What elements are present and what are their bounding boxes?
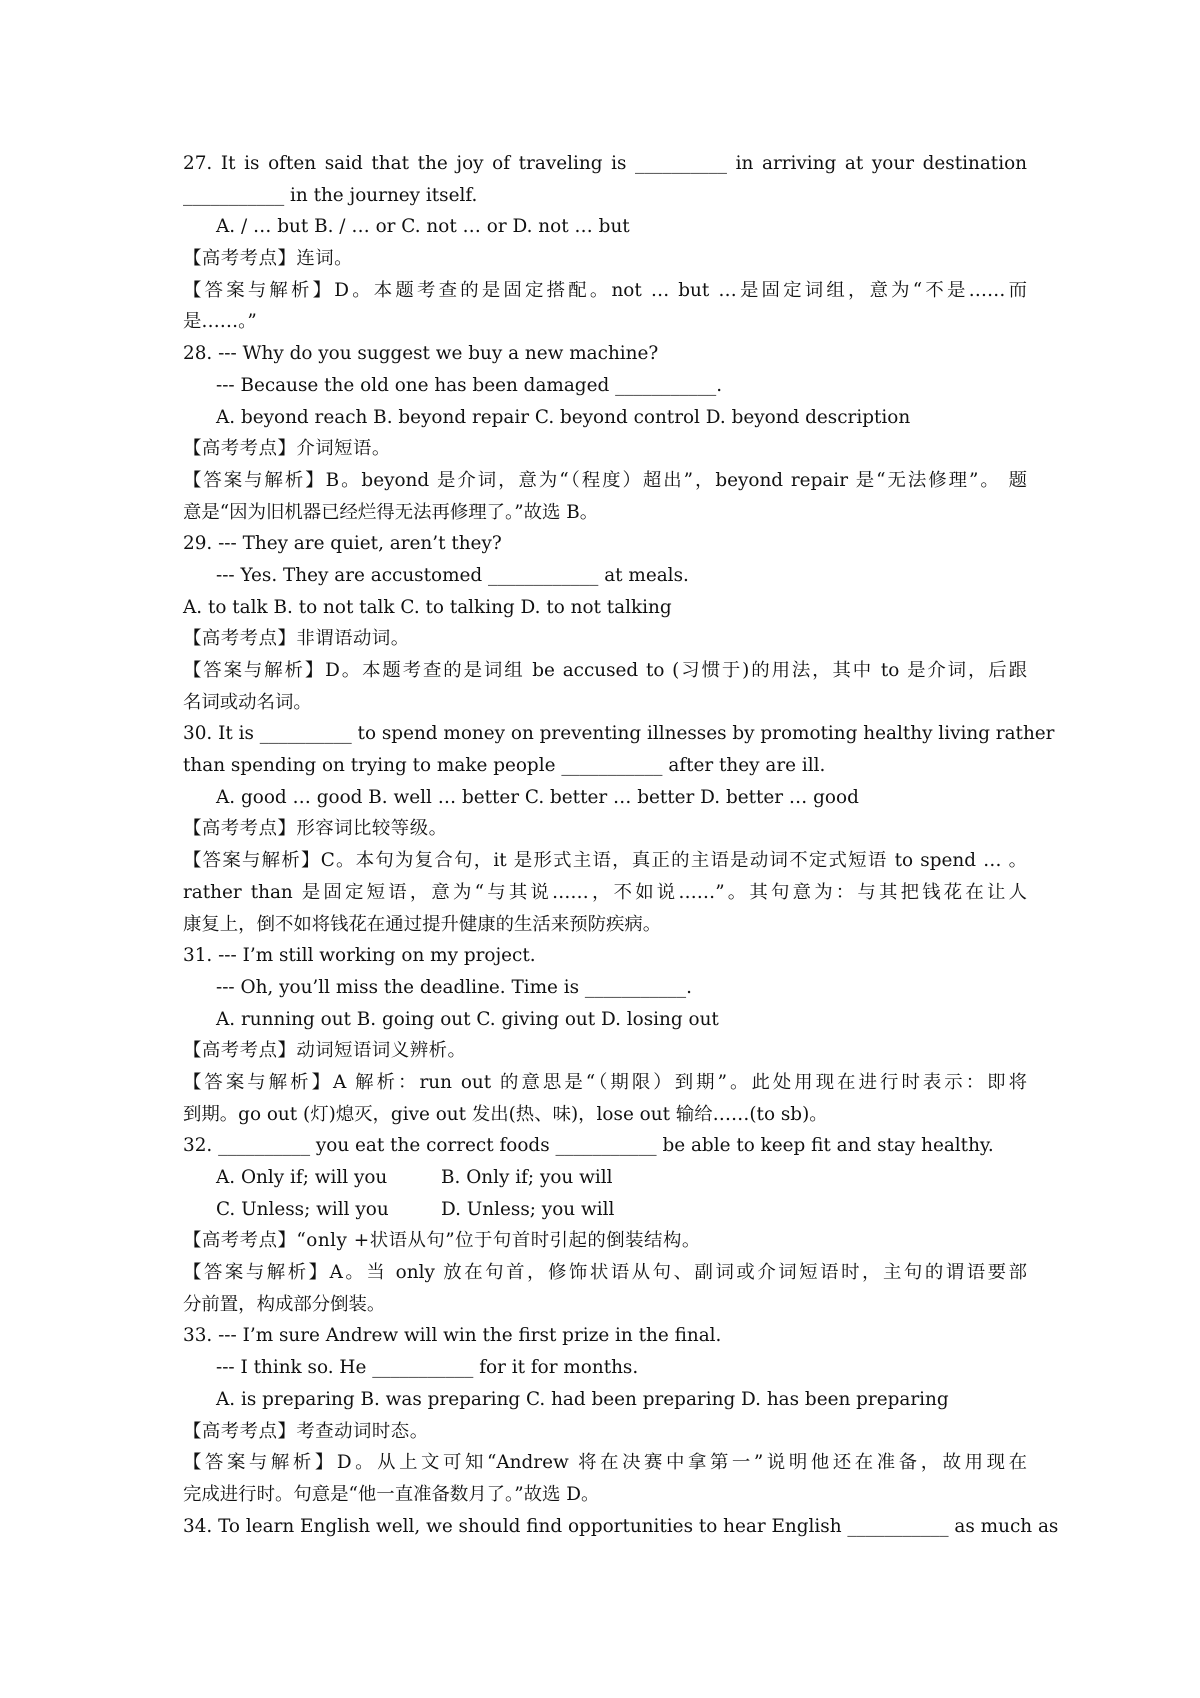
question-30-answer-line-2: rather than 是固定短语，意为“与其说……，不如说……”。其句意为：与其把钱花在让人 — [183, 881, 1027, 903]
question-27-stem-line-2: ___________ in the journey itself. — [183, 184, 478, 206]
question-32-answer-line-2: 分前置，构成部分倒装。 — [183, 1293, 386, 1315]
question-28-answer-line-2: 意是“因为旧机器已经烂得无法再修理了。”故选 B。 — [183, 501, 599, 523]
question-31-answer-line-2: 到期。go out (灯)熄灭，give out 发出(热、味)，lose out 输给……(to sb)。 — [183, 1103, 828, 1125]
question-27-exam-point: 【高考考点】连词。 — [183, 248, 354, 270]
question-28-options: A. beyond reach B. beyond repair C. beyond control D. beyond description — [216, 406, 911, 428]
question-29-exam-point: 【高考考点】非谓语动词。 — [183, 628, 410, 650]
question-31-options: A. running out B. going out C. giving out D. losing out — [216, 1008, 719, 1030]
question-30-stem-line-1: 30. It is __________ to spend money on preventing illnesses by promoting healthy living rather — [183, 723, 1055, 745]
question-33-answer-line-2: 完成进行时。句意是“他一直准备数月了。”故选 D。 — [183, 1483, 600, 1505]
question-32-option-d: D. Unless; you will — [441, 1198, 615, 1220]
question-33-exam-point: 【高考考点】考查动词时态。 — [183, 1420, 429, 1442]
question-30-options: A. good … good B. well … better C. better … better D. better … good — [216, 786, 859, 808]
question-28-exam-point: 【高考考点】介词短语。 — [183, 438, 391, 460]
question-31-stem-line-1: 31. --- I’m still working on my project. — [183, 945, 536, 967]
question-29-options: A. to talk B. to not talk C. to talking D. to not talking — [183, 596, 672, 618]
question-32-options-row-1 — [183, 1162, 1027, 1194]
question-27-options: A. / … but B. / … or C. not … or D. not … but — [216, 216, 630, 238]
question-30-answer-line-3: 康复上，倒不如将钱花在通过提升健康的生活来预防疾病。 — [183, 913, 662, 935]
question-33-options: A. is preparing B. was preparing C. had been preparing D. has been preparing — [216, 1388, 949, 1410]
question-32-option-b: B. Only if; you will — [441, 1167, 613, 1188]
question-28-stem-line-2: --- Because the old one has been damaged ___________. — [216, 374, 723, 396]
question-32-stem-line-1: 32. __________ you eat the correct foods ___________ be able to keep fit and stay healthy. — [183, 1135, 994, 1157]
question-29-answer-line-1: 【答案与解析】D。本题考查的是词组 be accused to (习惯于)的用法，其中 to 是介词，后跟 — [183, 660, 1027, 681]
question-33-stem-line-2: --- I think so. He ___________ for it for months. — [216, 1357, 639, 1379]
question-27-answer-line-1: 【答案与解析】D。本题考查的是固定搭配。not … but …是固定词组，意为“不是……而 — [183, 279, 1027, 301]
question-32-answer-line-1: 【答案与解析】A。当 only 放在句首，修饰状语从句、副词或介词短语时，主句的谓语要部 — [183, 1262, 1027, 1284]
question-28-answer-line-1: 【答案与解析】B。beyond 是介词，意为“（程度）超出”，beyond repair 是“无法修理”。 题 — [183, 469, 1027, 491]
question-31-exam-point: 【高考考点】动词短语词义辨析。 — [183, 1040, 467, 1062]
question-32-options-row-2 — [183, 1194, 1027, 1226]
question-27-answer-line-2: 是……。” — [183, 311, 257, 333]
question-29-answer-line-2: 名词或动名词。 — [183, 691, 312, 713]
question-30-answer-line-1: 【答案与解析】C。本句为复合句，it 是形式主语，真正的主语是动词不定式短语 to spend … 。 — [183, 850, 1027, 872]
question-33-answer-line-1: 【答案与解析】D。从上文可知“Andrew 将在决赛中拿第一”说明他还在准备，故用现在 — [183, 1452, 1027, 1474]
question-29-stem-line-2: --- Yes. They are accustomed ____________ at meals. — [216, 564, 689, 586]
exam-page — [183, 148, 1059, 1542]
question-34-stem-line-1: 34. To learn English well, we should find opportunities to hear English ___________ as much as — [183, 1515, 1059, 1537]
question-30-stem-line-2: than spending on trying to make people ___________ after they are ill. — [183, 755, 826, 777]
question-32-option-c: C. Unless; will you — [216, 1198, 389, 1220]
question-29-stem-line-1: 29. --- They are quiet, aren’t they? — [183, 533, 502, 555]
question-31-answer-line-1: 【答案与解析】A 解析：run out 的意思是“（期限）到期”。此处用现在进行时表示：即将 — [183, 1071, 1027, 1093]
question-32-exam-point: 【高考考点】“only +状语从句”位于句首时引起的倒装结构。 — [183, 1230, 701, 1252]
question-28-stem-line-1: 28. --- Why do you suggest we buy a new machine? — [183, 343, 659, 365]
question-27-stem-line-1: 27. It is often said that the joy of traveling is __________ in arriving at your destination — [183, 153, 1027, 174]
question-32-option-a: A. Only if; will you — [216, 1167, 388, 1188]
question-30-exam-point: 【高考考点】形容词比较等级。 — [183, 818, 448, 840]
question-31-stem-line-2: --- Oh, you’ll miss the deadline. Time is ___________. — [216, 976, 692, 998]
question-33-stem-line-1: 33. --- I’m sure Andrew will win the first prize in the final. — [183, 1325, 722, 1347]
